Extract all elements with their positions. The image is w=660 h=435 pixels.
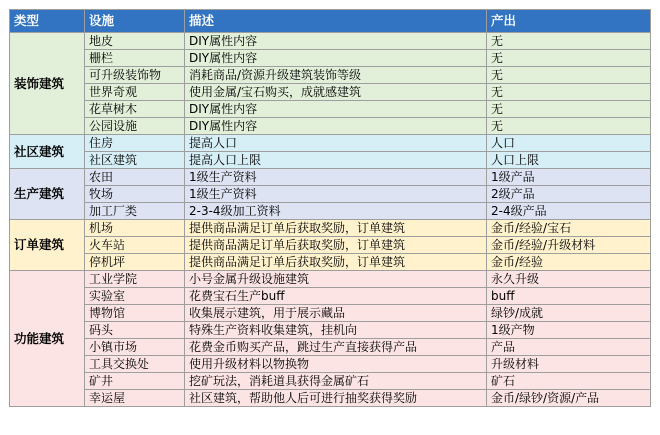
description-cell[interactable]: 特殊生产资料收集建筑，挂机向 <box>185 322 487 339</box>
category-cell[interactable]: 订单建筑 <box>10 220 85 271</box>
table-row <box>10 254 651 271</box>
description-cell[interactable]: 使用升级材料以物换物 <box>185 356 487 373</box>
table-row <box>10 67 651 84</box>
facility-cell[interactable]: 加工厂类 <box>85 203 185 220</box>
table-body <box>10 33 651 407</box>
description-cell[interactable]: 收集展示建筑，用于展示藏品 <box>185 305 487 322</box>
header-type: 类型 <box>10 10 85 33</box>
description-cell[interactable]: 提供商品满足订单后获取奖励，订单建筑 <box>185 220 487 237</box>
output-cell[interactable]: 人口上限 <box>487 152 651 169</box>
output-cell[interactable]: 无 <box>487 118 651 135</box>
output-cell[interactable]: 1级产物 <box>487 322 651 339</box>
table-row <box>10 356 651 373</box>
output-cell[interactable]: 1级产品 <box>487 169 651 186</box>
facility-cell[interactable]: 火车站 <box>85 237 185 254</box>
description-cell[interactable]: 提高人口上限 <box>185 152 487 169</box>
description-cell[interactable]: DIY属性内容 <box>185 50 487 67</box>
output-cell[interactable]: 产品 <box>487 339 651 356</box>
facility-cell[interactable]: 工业学院 <box>85 271 185 288</box>
table-row <box>10 101 651 118</box>
header-row <box>10 10 651 33</box>
output-cell[interactable]: 人口 <box>487 135 651 152</box>
facility-cell[interactable]: 花草树木 <box>85 101 185 118</box>
output-cell[interactable]: 2级产品 <box>487 186 651 203</box>
description-cell[interactable]: 挖矿玩法，消耗道具获得金属矿石 <box>185 373 487 390</box>
facility-cell[interactable]: 工具交换处 <box>85 356 185 373</box>
output-cell[interactable]: 无 <box>487 84 651 101</box>
facility-cell[interactable]: 停机坪 <box>85 254 185 271</box>
description-cell[interactable]: 提供商品满足订单后获取奖励，订单建筑 <box>185 237 487 254</box>
output-cell[interactable]: buff <box>487 288 651 305</box>
facility-cell[interactable]: 地皮 <box>85 33 185 50</box>
table-row <box>10 305 651 322</box>
table-row <box>10 288 651 305</box>
facility-cell[interactable]: 码头 <box>85 322 185 339</box>
table-row <box>10 152 651 169</box>
category-cell[interactable]: 社区建筑 <box>10 135 85 169</box>
category-cell[interactable]: 装饰建筑 <box>10 33 85 135</box>
table-row <box>10 186 651 203</box>
description-cell[interactable]: DIY属性内容 <box>185 33 487 50</box>
table-row <box>10 390 651 407</box>
facility-cell[interactable]: 公园设施 <box>85 118 185 135</box>
output-cell[interactable]: 升级材料 <box>487 356 651 373</box>
header-description: 描述 <box>185 10 487 33</box>
header-facility: 设施 <box>85 10 185 33</box>
table-row <box>10 322 651 339</box>
output-cell[interactable]: 无 <box>487 33 651 50</box>
facility-cell[interactable]: 世界奇观 <box>85 84 185 101</box>
description-cell[interactable]: 花费金币购买产品，跳过生产直接获得产品 <box>185 339 487 356</box>
output-cell[interactable]: 绿钞/成就 <box>487 305 651 322</box>
facility-cell[interactable]: 可升级装饰物 <box>85 67 185 84</box>
facility-cell[interactable]: 农田 <box>85 169 185 186</box>
description-cell[interactable]: 1级生产资料 <box>185 186 487 203</box>
description-cell[interactable]: DIY属性内容 <box>185 118 487 135</box>
description-cell[interactable]: 2-3-4级加工资料 <box>185 203 487 220</box>
category-cell[interactable]: 功能建筑 <box>10 271 85 407</box>
table-row <box>10 220 651 237</box>
table-row <box>10 339 651 356</box>
output-cell[interactable]: 2-4级产品 <box>487 203 651 220</box>
output-cell[interactable]: 金币/绿钞/资源/产品 <box>487 390 651 407</box>
output-cell[interactable]: 无 <box>487 67 651 84</box>
facility-cell[interactable]: 幸运屋 <box>85 390 185 407</box>
facility-cell[interactable]: 栅栏 <box>85 50 185 67</box>
table-row <box>10 373 651 390</box>
output-cell[interactable]: 永久升级 <box>487 271 651 288</box>
table-row <box>10 118 651 135</box>
header-output: 产出 <box>487 10 651 33</box>
table-row <box>10 271 651 288</box>
table-row <box>10 33 651 50</box>
table-row <box>10 135 651 152</box>
description-cell[interactable]: DIY属性内容 <box>185 101 487 118</box>
facility-cell[interactable]: 住房 <box>85 135 185 152</box>
table-row <box>10 84 651 101</box>
description-cell[interactable]: 提供商品满足订单后获取奖励，订单建筑 <box>185 254 487 271</box>
facility-cell[interactable]: 实验室 <box>85 288 185 305</box>
facility-cell[interactable]: 小镇市场 <box>85 339 185 356</box>
facility-cell[interactable]: 博物馆 <box>85 305 185 322</box>
table-row <box>10 237 651 254</box>
table-row <box>10 203 651 220</box>
facility-cell[interactable]: 牧场 <box>85 186 185 203</box>
table-row <box>10 169 651 186</box>
description-cell[interactable]: 花费宝石生产buff <box>185 288 487 305</box>
output-cell[interactable]: 金币/经验/宝石 <box>487 220 651 237</box>
output-cell[interactable]: 矿石 <box>487 373 651 390</box>
description-cell[interactable]: 提高人口 <box>185 135 487 152</box>
building-table <box>9 9 651 407</box>
description-cell[interactable]: 社区建筑，帮助他人后可进行抽奖获得奖励 <box>185 390 487 407</box>
category-cell[interactable]: 生产建筑 <box>10 169 85 220</box>
description-cell[interactable]: 1级生产资料 <box>185 169 487 186</box>
output-cell[interactable]: 无 <box>487 50 651 67</box>
facility-cell[interactable]: 机场 <box>85 220 185 237</box>
description-cell[interactable]: 使用金属/宝石购买，成就感建筑 <box>185 84 487 101</box>
table-row <box>10 50 651 67</box>
output-cell[interactable]: 金币/经验/升级材料 <box>487 237 651 254</box>
spreadsheet <box>9 9 651 407</box>
output-cell[interactable]: 金币/经验 <box>487 254 651 271</box>
output-cell[interactable]: 无 <box>487 101 651 118</box>
facility-cell[interactable]: 社区建筑 <box>85 152 185 169</box>
description-cell[interactable]: 小号金属升级设施建筑 <box>185 271 487 288</box>
facility-cell[interactable]: 矿井 <box>85 373 185 390</box>
description-cell[interactable]: 消耗商品/资源升级建筑装饰等级 <box>185 67 487 84</box>
